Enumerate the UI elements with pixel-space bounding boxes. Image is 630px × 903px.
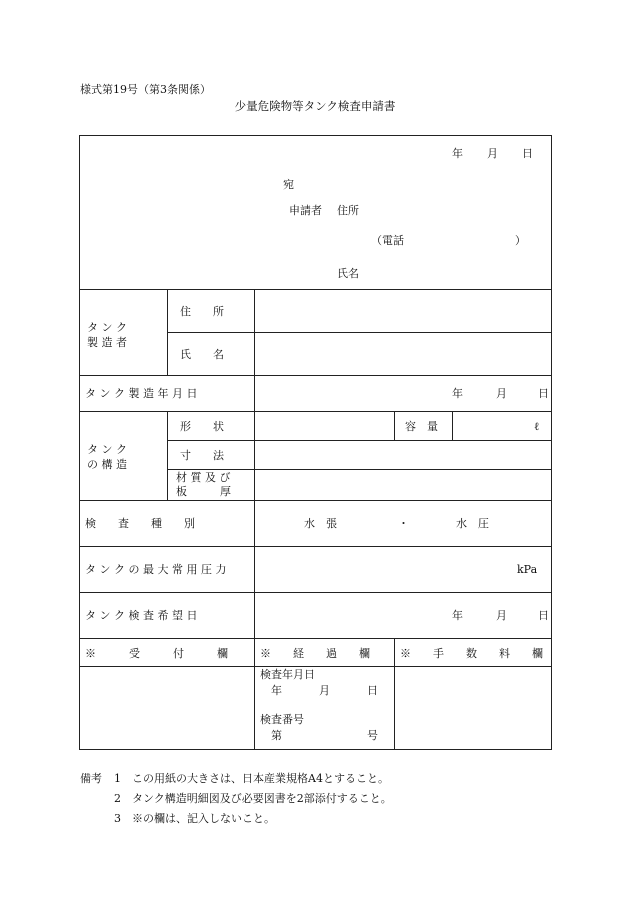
capacity-unit: ℓ — [534, 420, 540, 433]
divider-line — [79, 592, 552, 593]
divider-line — [79, 666, 552, 667]
divider-line — [254, 289, 255, 750]
divider-line — [452, 411, 453, 440]
notes-label: 備考 — [80, 772, 102, 785]
form-number-label: 様式第19号（第3条関係） — [80, 83, 211, 96]
mfr-name-label: 氏 名 — [180, 348, 224, 361]
dimensions-label: 寸 法 — [180, 449, 224, 462]
structure-label-line1: タ ン ク — [87, 443, 127, 456]
note-number: 2 — [114, 792, 121, 805]
divider-line — [394, 411, 395, 440]
divider-line — [167, 289, 168, 375]
shape-label: 形 状 — [180, 420, 224, 433]
document-title: 少量危険物等タンク検査申請書 — [234, 99, 396, 113]
mfg-date-label: タ ン ク 製 造 年 月 日 — [85, 387, 198, 400]
inspection-number-label: 検査番号 — [260, 713, 304, 726]
note-number: 3 — [114, 812, 121, 825]
reception-column-header: ※ 受 付 欄 — [85, 647, 228, 660]
mfr-address-label: 住 所 — [180, 305, 224, 318]
divider-line — [167, 411, 168, 500]
pressure-unit: kPa — [517, 563, 538, 576]
address-label: 住所 — [337, 204, 359, 217]
water-test-option: 水 張 — [304, 517, 337, 530]
addressee-label: 宛 — [283, 178, 294, 191]
phone-open-label: （電話 — [371, 234, 404, 247]
date-year: 年 — [452, 147, 463, 160]
separator-dot: ・ — [398, 517, 409, 530]
mfg-month: 月 — [496, 387, 507, 400]
divider-line — [394, 638, 395, 750]
material-label-line1: 材 質 及 び — [176, 471, 231, 484]
desired-date-label: タ ン ク 検 査 希 望 日 — [85, 609, 198, 622]
divider-line — [79, 500, 552, 501]
material-label-line2: 板 厚 — [176, 485, 231, 498]
desired-day: 日 — [538, 609, 549, 622]
water-pressure-option: 水 圧 — [456, 517, 489, 530]
inspection-number-prefix: 第 — [271, 729, 282, 742]
structure-label-line2: の 構 造 — [87, 458, 127, 471]
inspection-month: 月 — [319, 684, 330, 697]
mfg-year: 年 — [452, 387, 463, 400]
inspection-year: 年 — [271, 684, 282, 697]
divider-line — [167, 332, 552, 333]
divider-line — [79, 411, 552, 412]
max-pressure-label: タ ン ク の 最 大 常 用 圧 力 — [85, 563, 227, 576]
capacity-label: 容 量 — [405, 420, 438, 433]
applicant-label: 申請者 — [289, 204, 322, 217]
note-text: タンク構造明細図及び必要図書を2部添付すること。 — [132, 792, 392, 805]
divider-line — [167, 469, 552, 470]
manufacturer-label-line2: 製 造 者 — [87, 336, 127, 349]
date-month: 月 — [487, 147, 498, 160]
name-label: 氏名 — [337, 267, 359, 280]
note-text: ※の欄は、記入しないこと。 — [132, 812, 275, 825]
note-number: 1 — [114, 772, 121, 785]
divider-line — [79, 289, 552, 290]
inspection-number-suffix: 号 — [367, 729, 378, 742]
mfg-day: 日 — [538, 387, 549, 400]
divider-line — [167, 440, 552, 441]
progress-column-header: ※ 経 過 欄 — [260, 647, 370, 660]
note-text: この用紙の大きさは、日本産業規格A4とすること。 — [132, 772, 389, 785]
fee-column-header: ※ 手 数 料 欄 — [400, 647, 543, 660]
inspection-day: 日 — [367, 684, 378, 697]
desired-year: 年 — [452, 609, 463, 622]
date-day: 日 — [522, 147, 533, 160]
desired-month: 月 — [496, 609, 507, 622]
manufacturer-label-line1: タ ン ク — [87, 321, 127, 334]
inspection-type-label: 検 査 種 別 — [85, 517, 195, 530]
divider-line — [79, 638, 552, 639]
inspection-date-label: 検査年月日 — [260, 668, 315, 681]
divider-line — [79, 375, 552, 376]
divider-line — [79, 546, 552, 547]
phone-close-label: ） — [515, 234, 526, 247]
